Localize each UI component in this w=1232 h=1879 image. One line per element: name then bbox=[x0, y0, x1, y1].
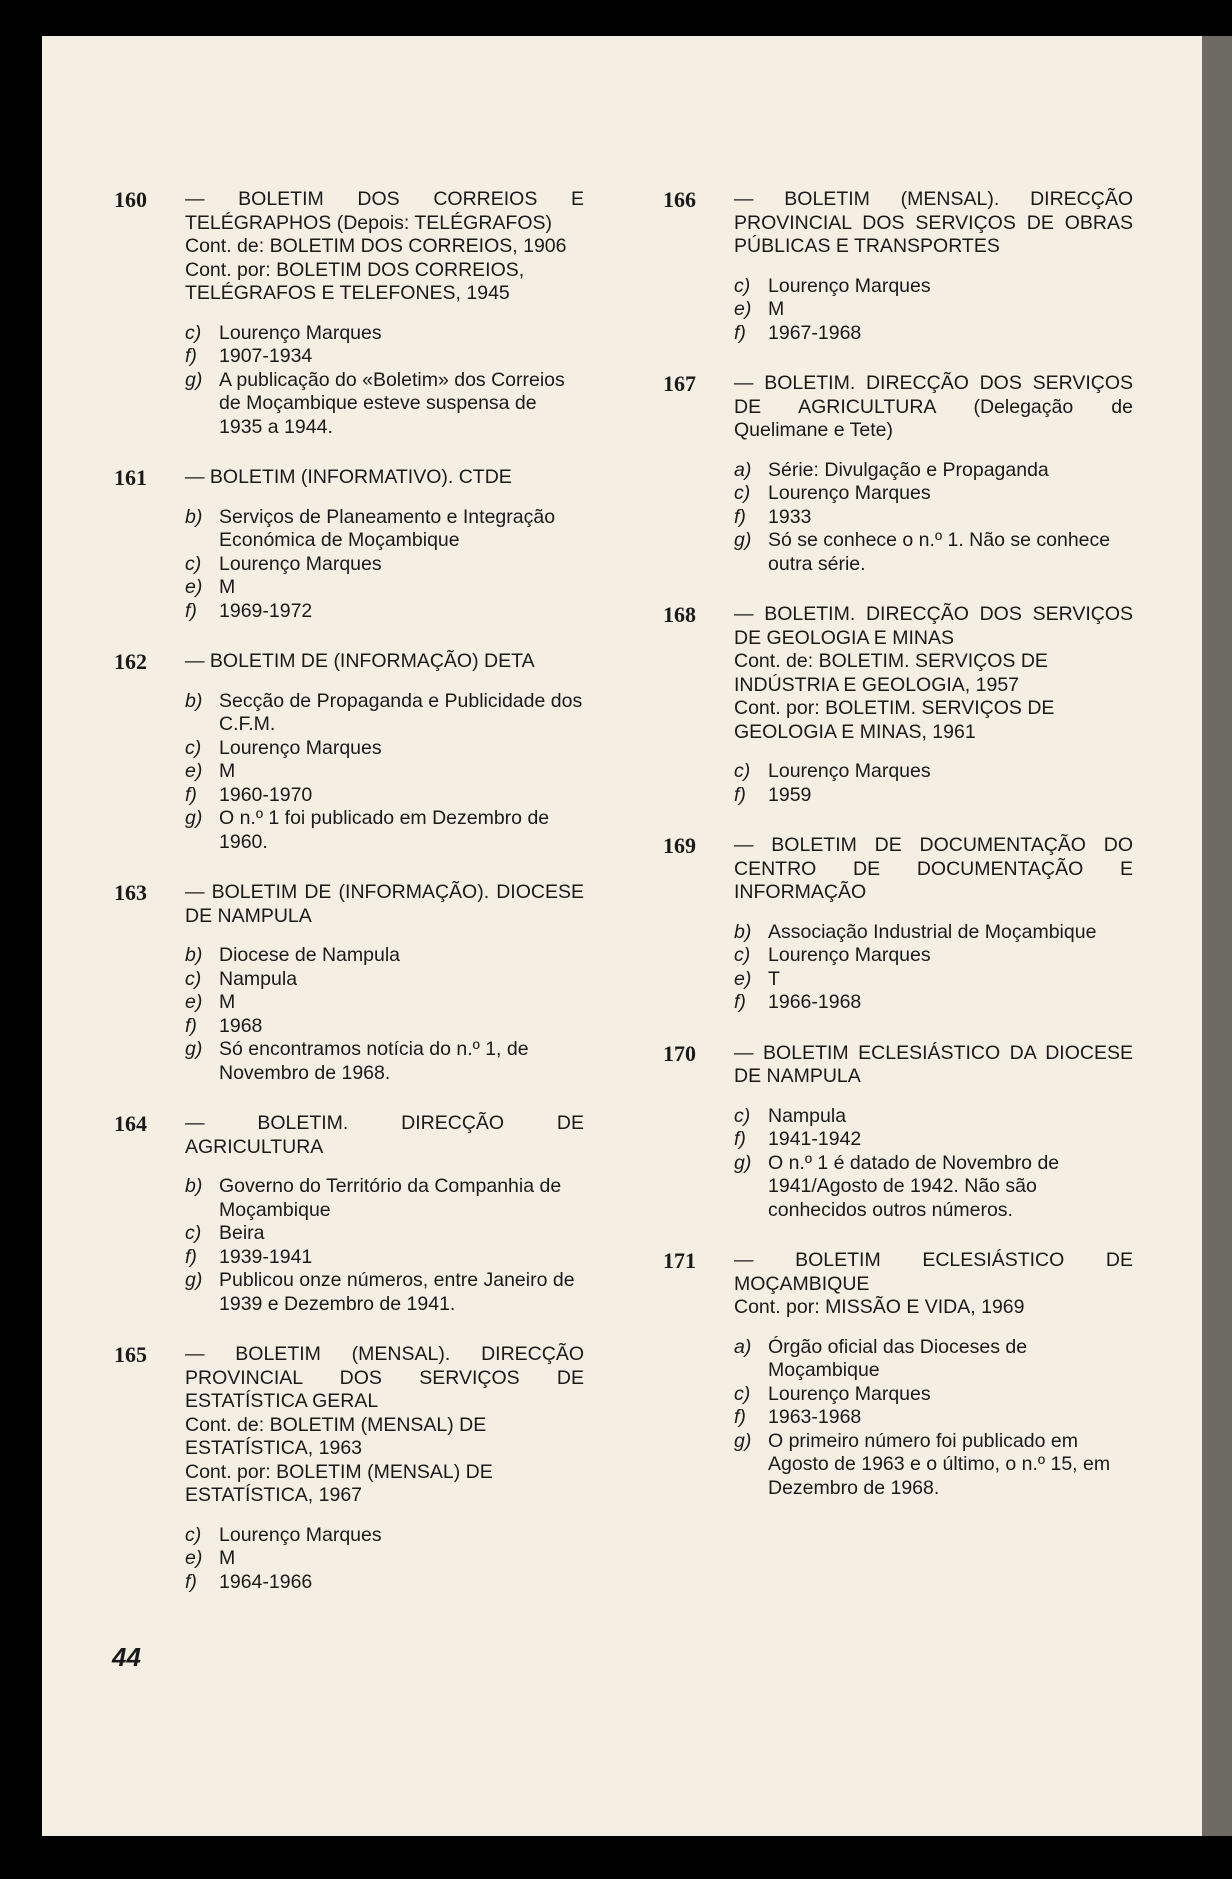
continuation-line bbox=[734, 650, 1133, 697]
field-row bbox=[185, 784, 584, 808]
catalog-entry bbox=[649, 603, 1133, 807]
field-key: e) bbox=[734, 967, 752, 990]
entry-body bbox=[185, 881, 584, 1085]
field-row bbox=[734, 968, 1133, 992]
continuation-label: Cont. por: bbox=[185, 258, 271, 281]
field-key: g) bbox=[185, 368, 203, 391]
field-value: 1933 bbox=[768, 505, 812, 528]
field-key: c) bbox=[185, 967, 202, 990]
catalog-entry bbox=[100, 881, 584, 1085]
field-key: e) bbox=[185, 576, 203, 598]
continuation-value: MISSÃO E VIDA, 1969 bbox=[825, 1296, 1025, 1318]
field-value: Lourenço Marques bbox=[768, 760, 931, 782]
entry-body bbox=[734, 372, 1133, 576]
continuation-list bbox=[734, 1296, 1133, 1320]
field-value: 1959 bbox=[768, 783, 812, 806]
catalog-entry bbox=[100, 466, 584, 623]
entry-body bbox=[185, 188, 584, 439]
field-row bbox=[185, 944, 584, 968]
catalog-entry bbox=[649, 372, 1133, 576]
field-key: f) bbox=[734, 321, 746, 344]
continuation-label: Cont. por: bbox=[734, 1296, 820, 1318]
entry-body bbox=[185, 1343, 584, 1594]
field-key: b) bbox=[185, 689, 203, 712]
field-row bbox=[185, 345, 584, 369]
field-value: Série: Divulgação e Propaganda bbox=[768, 458, 1049, 481]
field-key: c) bbox=[185, 321, 202, 344]
field-key: c) bbox=[185, 1523, 202, 1546]
field-row bbox=[185, 1246, 584, 1270]
field-list bbox=[734, 1336, 1133, 1501]
field-value: Só se conhece o n.º 1. Não se conhece outra série. bbox=[768, 529, 1111, 575]
field-key: e) bbox=[734, 298, 752, 320]
entry-number: 167 bbox=[663, 371, 696, 396]
catalog-entry bbox=[649, 1042, 1133, 1223]
field-row bbox=[185, 600, 584, 624]
entry-title: — BOLETIM ECLESIÁSTICO DA DIOCESE DE NAMPULA bbox=[734, 1041, 1133, 1087]
entry-body bbox=[185, 1112, 584, 1316]
entry-number: 169 bbox=[663, 833, 696, 858]
continuation-value: BOLETIM (MENSAL) DE ESTATÍSTICA, 1967 bbox=[185, 1460, 493, 1506]
field-row bbox=[734, 1336, 1133, 1383]
entry-title: — BOLETIM (INFORMATIVO). CTDE bbox=[185, 466, 512, 488]
field-list bbox=[185, 944, 584, 1085]
field-key: f) bbox=[734, 1406, 746, 1428]
field-row bbox=[185, 553, 584, 577]
field-key: c) bbox=[734, 274, 751, 297]
field-key: g) bbox=[734, 529, 752, 551]
right-column bbox=[649, 188, 1133, 1527]
entry-title: — BOLETIM ECLESIÁSTICO DE MOÇAMBIQUE bbox=[734, 1249, 1133, 1295]
field-value: Diocese de Nampula bbox=[219, 944, 401, 966]
entry-number: 164 bbox=[114, 1111, 147, 1136]
field-key: f) bbox=[185, 783, 197, 806]
entry-body bbox=[185, 650, 584, 854]
field-value: Publicou onze números, entre Janeiro de 1939 e Dezembro de 1941. bbox=[219, 1269, 575, 1315]
continuation-list bbox=[734, 650, 1133, 744]
continuation-label: Cont. de: bbox=[185, 1413, 265, 1436]
field-key: f) bbox=[734, 783, 746, 806]
field-list bbox=[185, 690, 584, 855]
field-row bbox=[734, 322, 1133, 346]
field-key: c) bbox=[734, 1382, 751, 1405]
field-key: f) bbox=[734, 991, 746, 1013]
field-value: 1966-1968 bbox=[768, 991, 862, 1013]
entry-body bbox=[734, 603, 1133, 807]
field-row bbox=[734, 1152, 1133, 1223]
field-key: c) bbox=[734, 1104, 751, 1127]
field-row bbox=[185, 1524, 584, 1548]
field-row bbox=[185, 968, 584, 992]
field-row bbox=[185, 991, 584, 1015]
entry-title: — BOLETIM DE DOCUMENTAÇÃO DO CENTRO DE DOCUMENTAÇÃO E INFORMAÇÃO bbox=[734, 834, 1133, 903]
entry-body bbox=[734, 1042, 1133, 1223]
entry-title: — BOLETIM DOS CORREIOS E TELÉGRAPHOS (Depois: TELÉGRAFOS) bbox=[185, 188, 584, 234]
continuation-line bbox=[185, 259, 584, 306]
field-row bbox=[185, 1269, 584, 1316]
field-value: O primeiro número foi publicado em Agosto de 1963 e o último, o n.º 15, em Dezembro de 1968. bbox=[768, 1429, 1111, 1499]
continuation-value: BOLETIM (MENSAL) DE ESTATÍSTICA, 1963 bbox=[185, 1413, 487, 1459]
field-value: 1939-1941 bbox=[219, 1245, 313, 1268]
left-column bbox=[100, 188, 584, 1621]
continuation-list bbox=[185, 1414, 584, 1508]
field-key: b) bbox=[185, 505, 203, 528]
continuation-value: BOLETIM DOS CORREIOS, TELÉGRAFOS E TELEFONES, 1945 bbox=[185, 258, 525, 304]
field-row bbox=[734, 784, 1133, 808]
entry-number: 162 bbox=[114, 649, 147, 674]
entry-number: 160 bbox=[114, 187, 147, 212]
entry-title: — BOLETIM. DIRECÇÃO DOS SERVIÇOS DE GEOLOGIA E MINAS bbox=[734, 603, 1133, 649]
continuation-label: Cont. por: bbox=[734, 697, 820, 719]
entry-number: 166 bbox=[663, 187, 696, 212]
field-row bbox=[734, 275, 1133, 299]
field-key: e) bbox=[185, 1547, 203, 1569]
entry-number: 168 bbox=[663, 602, 696, 627]
field-value: M bbox=[219, 1547, 236, 1569]
field-row bbox=[185, 506, 584, 553]
field-value: Lourenço Marques bbox=[219, 736, 382, 759]
entry-number: 163 bbox=[114, 880, 147, 905]
entry-body bbox=[185, 466, 584, 623]
field-value: Lourenço Marques bbox=[768, 1382, 931, 1405]
field-value: Associação Industrial de Moçambique bbox=[768, 920, 1097, 943]
field-row bbox=[734, 760, 1133, 784]
entry-number: 165 bbox=[114, 1342, 147, 1367]
catalog-entry bbox=[100, 1343, 584, 1594]
entry-title: — BOLETIM DE (INFORMAÇÃO) DETA bbox=[185, 650, 535, 672]
continuation-label: Cont. de: bbox=[185, 235, 265, 257]
field-row bbox=[734, 298, 1133, 322]
field-row bbox=[185, 1175, 584, 1222]
field-value: T bbox=[768, 967, 780, 990]
field-key: a) bbox=[734, 458, 752, 481]
field-value: Lourenço Marques bbox=[768, 944, 931, 966]
field-row bbox=[185, 1015, 584, 1039]
catalog-entry bbox=[649, 188, 1133, 345]
field-value: Lourenço Marques bbox=[768, 482, 931, 504]
entry-number: 171 bbox=[663, 1248, 696, 1273]
field-value: Lourenço Marques bbox=[219, 321, 382, 344]
field-value: 1907-1934 bbox=[219, 345, 313, 367]
field-key: c) bbox=[185, 1222, 202, 1244]
field-row bbox=[734, 459, 1133, 483]
entry-title: — BOLETIM (MENSAL). DIRECÇÃO PROVINCIAL DOS SERVIÇOS DE OBRAS PÚBLICAS E TRANSPORTES bbox=[734, 188, 1133, 257]
entry-title: — BOLETIM. DIRECÇÃO DOS SERVIÇOS DE AGRICULTURA (Delegação de Quelimane e Tete) bbox=[734, 372, 1133, 441]
field-value: 1963-1968 bbox=[768, 1406, 862, 1428]
field-key: f) bbox=[185, 599, 197, 622]
field-value: 1941-1942 bbox=[768, 1128, 862, 1150]
field-row bbox=[185, 1547, 584, 1571]
field-key: c) bbox=[734, 482, 751, 504]
continuation-label: Cont. por: bbox=[185, 1460, 271, 1483]
field-row bbox=[734, 944, 1133, 968]
field-list bbox=[734, 760, 1133, 807]
entry-title: — BOLETIM (MENSAL). DIRECÇÃO PROVINCIAL DOS SERVIÇOS DE ESTATÍSTICA GERAL bbox=[185, 1343, 584, 1412]
field-value: Secção de Propaganda e Publicidade dos C.F.M. bbox=[219, 689, 583, 735]
field-list bbox=[185, 322, 584, 440]
field-key: c) bbox=[185, 736, 202, 759]
continuation-line bbox=[185, 1461, 584, 1508]
field-value: Lourenço Marques bbox=[219, 552, 382, 575]
field-value: A publicação do «Boletim» dos Correios de Moçambique esteve suspensa de 1935 a 1944. bbox=[219, 368, 565, 438]
field-list bbox=[185, 1175, 584, 1316]
field-value: Governo do Território da Companhia de Moçambique bbox=[219, 1175, 562, 1221]
continuation-line bbox=[185, 235, 584, 259]
field-row bbox=[185, 576, 584, 600]
field-key: g) bbox=[734, 1429, 752, 1452]
field-row bbox=[734, 529, 1133, 576]
field-row bbox=[185, 737, 584, 761]
continuation-label: Cont. de: bbox=[734, 650, 814, 672]
field-value: 1967-1968 bbox=[768, 321, 862, 344]
field-row bbox=[185, 1222, 584, 1246]
field-row bbox=[185, 690, 584, 737]
field-row bbox=[185, 760, 584, 784]
field-list bbox=[185, 506, 584, 624]
field-key: c) bbox=[185, 552, 202, 575]
field-list bbox=[734, 275, 1133, 346]
field-key: b) bbox=[185, 944, 203, 966]
field-key: f) bbox=[185, 345, 197, 367]
field-row bbox=[734, 1383, 1133, 1407]
catalog-entry bbox=[100, 650, 584, 854]
field-key: f) bbox=[185, 1014, 197, 1037]
field-key: g) bbox=[185, 1038, 203, 1060]
field-value: M bbox=[219, 991, 236, 1013]
entry-title: — BOLETIM DE (INFORMAÇÃO). DIOCESE DE NAMPULA bbox=[185, 881, 584, 927]
continuation-value: BOLETIM. SERVIÇOS DE INDÚSTRIA E GEOLOGIA, 1957 bbox=[734, 650, 1048, 696]
entry-body bbox=[734, 188, 1133, 345]
field-value: Só encontramos notícia do n.º 1, de Novembro de 1968. bbox=[219, 1038, 529, 1084]
field-value: Lourenço Marques bbox=[219, 1523, 382, 1546]
field-value: M bbox=[768, 298, 785, 320]
field-value: M bbox=[219, 576, 236, 598]
field-row bbox=[734, 1128, 1133, 1152]
field-row bbox=[185, 1038, 584, 1085]
field-value: 1969-1972 bbox=[219, 599, 313, 622]
field-row bbox=[185, 369, 584, 440]
field-value: O n.º 1 é datado de Novembro de 1941/Agosto de 1942. Não são conhecidos outros números. bbox=[768, 1151, 1060, 1221]
field-row bbox=[734, 1406, 1133, 1430]
field-list bbox=[734, 921, 1133, 1015]
field-value: M bbox=[219, 760, 236, 782]
field-row bbox=[734, 1105, 1133, 1129]
field-key: a) bbox=[734, 1335, 752, 1358]
field-value: Nampula bbox=[768, 1104, 847, 1127]
field-key: g) bbox=[185, 807, 203, 829]
catalog-entry bbox=[100, 188, 584, 439]
field-row bbox=[734, 482, 1133, 506]
continuation-value: BOLETIM. SERVIÇOS DE GEOLOGIA E MINAS, 1961 bbox=[734, 697, 1055, 743]
field-value: Lourenço Marques bbox=[768, 274, 931, 297]
continuation-line bbox=[734, 1296, 1133, 1320]
field-row bbox=[185, 807, 584, 854]
field-list bbox=[185, 1524, 584, 1595]
field-key: g) bbox=[185, 1269, 203, 1291]
catalog-entry bbox=[649, 1249, 1133, 1500]
catalog-entry bbox=[649, 834, 1133, 1015]
field-list bbox=[734, 1105, 1133, 1223]
field-row bbox=[185, 1571, 584, 1595]
field-value: Beira bbox=[219, 1222, 265, 1244]
continuation-line bbox=[734, 697, 1133, 744]
facing-page-edge bbox=[1202, 36, 1232, 1836]
field-key: b) bbox=[734, 920, 752, 943]
field-key: g) bbox=[734, 1151, 752, 1174]
field-key: f) bbox=[185, 1570, 197, 1593]
field-key: c) bbox=[734, 944, 751, 966]
field-row bbox=[734, 991, 1133, 1015]
field-key: b) bbox=[185, 1175, 203, 1197]
field-value: Órgão oficial das Dioceses de Moçambique bbox=[768, 1335, 1028, 1381]
field-value: 1964-1966 bbox=[219, 1570, 313, 1593]
continuation-value: BOLETIM DOS CORREIOS, 1906 bbox=[269, 235, 567, 257]
field-key: e) bbox=[185, 760, 203, 782]
page-number: 44 bbox=[112, 1642, 141, 1672]
entry-number: 170 bbox=[663, 1040, 696, 1066]
field-row bbox=[185, 322, 584, 346]
field-key: f) bbox=[185, 1245, 197, 1268]
field-row bbox=[734, 921, 1133, 945]
entry-number: 161 bbox=[114, 465, 147, 490]
field-value: Serviços de Planeamento e Integração Económica de Moçambique bbox=[219, 505, 556, 551]
field-value: 1960-1970 bbox=[219, 783, 313, 806]
field-key: f) bbox=[734, 505, 746, 528]
field-row bbox=[734, 1430, 1133, 1501]
entry-body bbox=[734, 1249, 1133, 1500]
field-value: O n.º 1 foi publicado em Dezembro de 1960. bbox=[219, 807, 550, 853]
field-key: e) bbox=[185, 991, 203, 1013]
field-key: c) bbox=[734, 760, 751, 782]
field-key: f) bbox=[734, 1128, 746, 1150]
continuation-line bbox=[185, 1414, 584, 1461]
continuation-list bbox=[185, 235, 584, 306]
field-list bbox=[734, 459, 1133, 577]
entry-title: — BOLETIM. DIRECÇÃO DE AGRICULTURA bbox=[185, 1112, 584, 1158]
field-value: Nampula bbox=[219, 967, 298, 990]
catalog-entry bbox=[100, 1112, 584, 1316]
field-value: 1968 bbox=[219, 1014, 263, 1037]
entry-body bbox=[734, 834, 1133, 1015]
field-row bbox=[734, 506, 1133, 530]
